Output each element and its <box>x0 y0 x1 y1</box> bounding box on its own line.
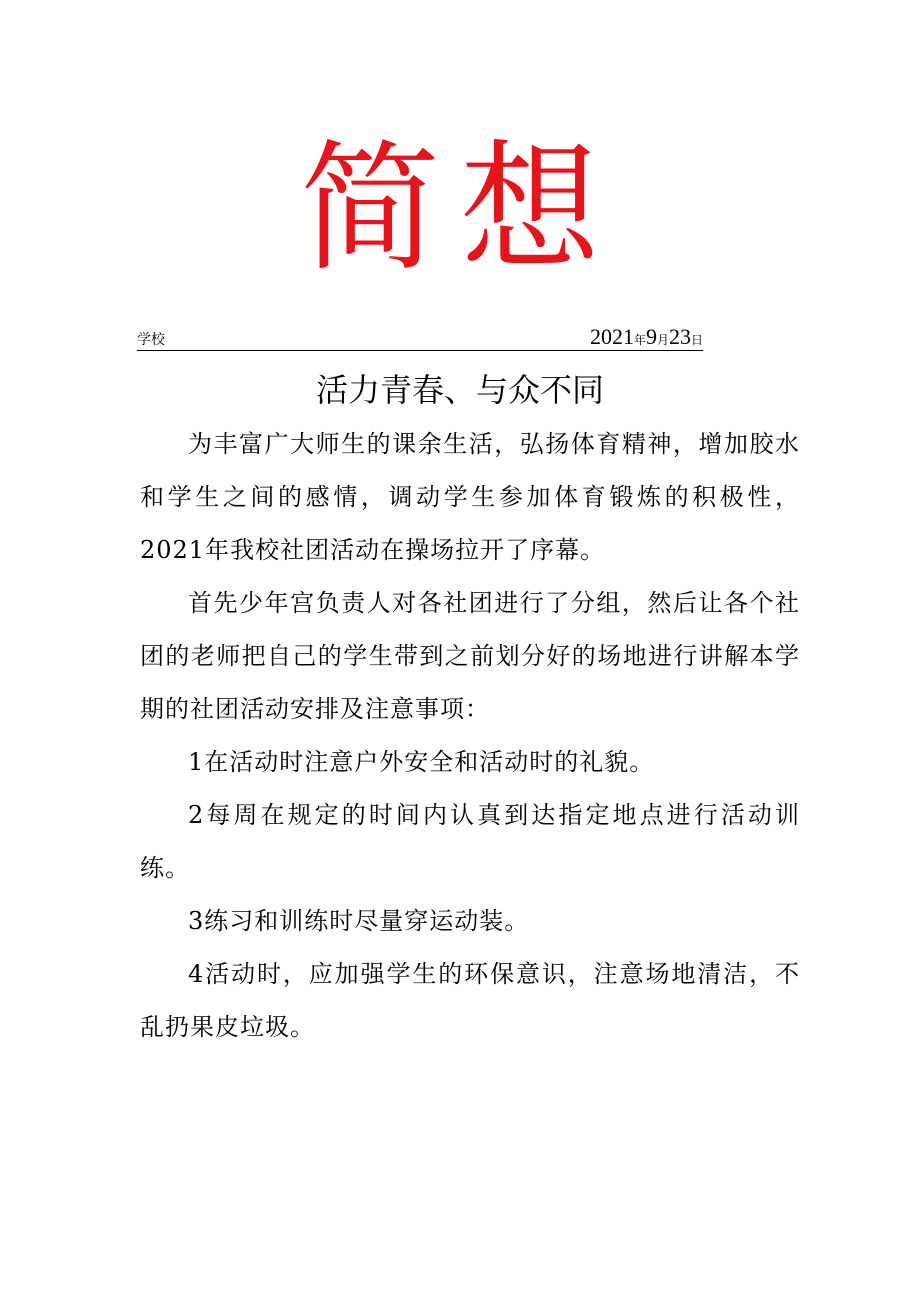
meta-line <box>137 324 703 351</box>
date-day: 23 <box>668 324 691 349</box>
masthead-title: 简想 <box>299 128 620 291</box>
list-item: 1在活动时注意户外安全和活动时的礼貌。 <box>188 748 655 776</box>
paragraph-intro: 为丰富广大师生的课余生活，弘扬体育精神，增加胶水和学生之间的感情，调动学生参加体育锻炼的积极性，2021年我校社团活动在操场拉开了序幕。 <box>140 430 800 564</box>
date-day-unit: 日 <box>690 333 703 347</box>
article-body <box>140 418 800 1054</box>
article-title: 活力青春、与众不同 <box>315 371 604 409</box>
list-item: 2每周在规定的时间内认真到达指定地点进行活动训练。 <box>140 801 800 882</box>
date-year: 2021 <box>589 324 634 349</box>
list-item: 4活动时，应加强学生的环保意识，注意场地清洁，不乱扔果皮垃圾。 <box>140 960 800 1041</box>
date-month-unit: 月 <box>656 333 669 347</box>
school-label: 学校 <box>137 332 165 348</box>
date-year-unit: 年 <box>633 333 646 347</box>
list-item: 3练习和训练时尽量穿运动装。 <box>188 907 530 935</box>
issue-date <box>590 324 703 350</box>
date-month: 9 <box>645 324 657 349</box>
paragraph-arrangement: 首先少年宫负责人对各社团进行了分组，然后让各个社团的老师把自己的学生带到之前划分好的场地进行讲解本学期的社团活动安排及注意事项： <box>140 589 800 723</box>
